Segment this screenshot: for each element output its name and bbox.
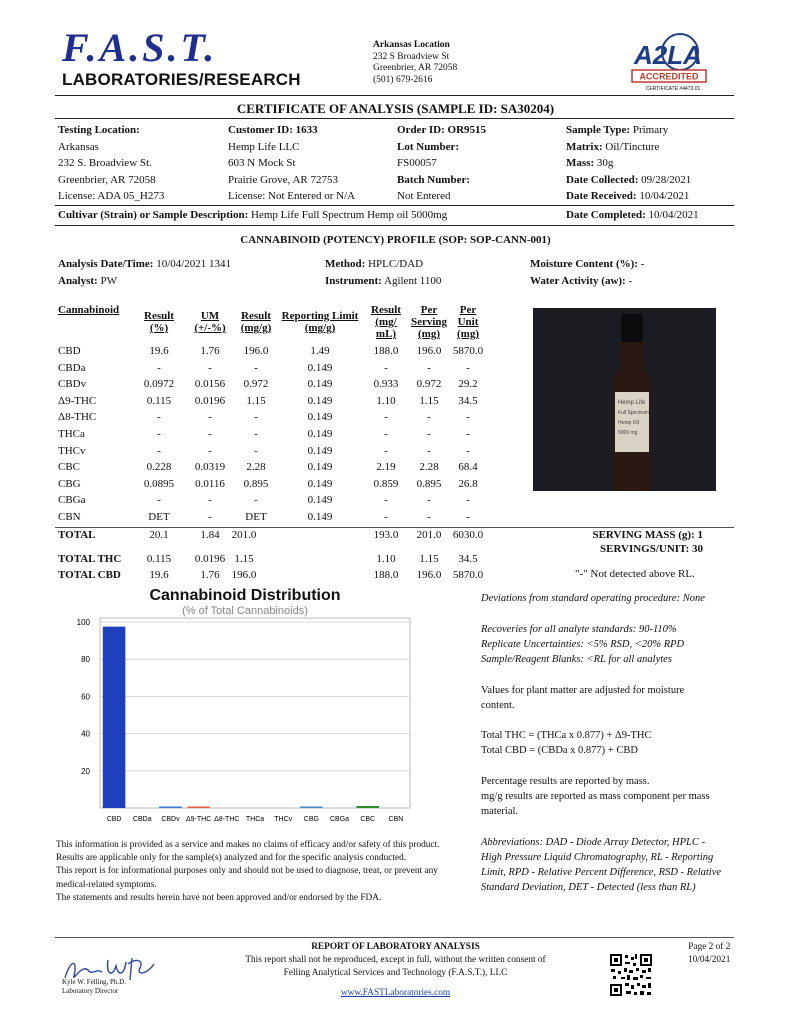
analysis-block: [58, 256, 231, 289]
table-cell: -: [157, 444, 161, 457]
customer-id: Customer ID: 1633: [228, 124, 318, 136]
table-cell: 0.0972: [143, 378, 175, 391]
date-received: 10/04/2021: [639, 190, 690, 203]
batch-number-label: Batch Number:: [397, 173, 471, 186]
table-cell: 68.4: [458, 461, 478, 474]
location-phone: (501) 679-2616: [373, 74, 433, 85]
header-per-unit-line3: (mg): [457, 328, 479, 340]
total-cell: 1.84: [200, 529, 220, 541]
table-cell: 196.0: [416, 345, 442, 357]
header-result-pct-line1: Result: [144, 310, 174, 322]
table-cell: 1.10: [376, 394, 396, 407]
table-cell: -: [254, 411, 258, 424]
profile-title: CANNABINOID (POTENCY) PROFILE (SOP: SOP-CANN-001): [240, 234, 551, 246]
table-cell: 2.28: [419, 461, 439, 474]
disclaimer-line2: Results are applicable only for the sample(s) analyzed and for the specific analysis conducted.: [56, 853, 407, 864]
moisture-note: [481, 683, 684, 713]
report-title: REPORT OF LABORATORY ANALYSIS: [311, 942, 480, 952]
location-city: Greenbrier, AR 72058: [373, 63, 458, 73]
total-thc-cell: 1.15: [419, 553, 439, 565]
table-cell: -: [466, 444, 470, 457]
testing-location-label: Testing Location:: [58, 124, 140, 136]
qr-code: [609, 953, 653, 997]
header-per-serving-line1: Per: [420, 304, 438, 316]
header-result-mgml-line2: (mg/: [375, 316, 397, 328]
location-street: 232 S Broadview St: [373, 51, 450, 62]
instrument-label: Instrument:: [325, 274, 382, 287]
table-cell: 0.933: [373, 378, 399, 391]
header-result-mgml-line1: Result: [371, 304, 401, 316]
table-cell: 0.149: [307, 361, 333, 374]
formula-notes: [481, 728, 651, 758]
table-cell: 1.49: [310, 345, 330, 357]
disclaimer-line3: This report is for informational purposes only and should not be used to diagnose, treat, or prevent any: [56, 866, 438, 877]
table-cell: -: [466, 494, 470, 507]
header-per-unit-line1: Per: [459, 304, 477, 316]
table-cell: 0.972: [416, 378, 442, 391]
percentage-note-line2: mg/g results are reported as mass component per mass: [481, 791, 710, 802]
method-block: [325, 256, 441, 289]
disclaimer-line4: medical-related symptoms.: [56, 879, 157, 890]
chart-x-tick-label: THCv: [274, 816, 293, 823]
disclaimer: [56, 839, 439, 905]
info-divider: [55, 205, 734, 206]
table-cell: 0.115: [146, 394, 172, 407]
table-cell: -: [384, 411, 388, 424]
table-cell: -: [254, 444, 258, 457]
analyst: PW: [100, 274, 117, 287]
moisture: -: [640, 258, 645, 270]
cannabinoid-name: CBC: [58, 461, 81, 474]
table-cell: 34.5: [458, 394, 478, 407]
page-number: Page 2 of 2: [688, 942, 731, 952]
header-per-unit: [448, 304, 488, 340]
table-cell: -: [254, 428, 258, 440]
chart-x-ticks: [107, 816, 404, 823]
analyst-label: Analyst:: [58, 274, 98, 287]
logo-subtitle: LABORATORIES/RESEARCH: [62, 70, 301, 89]
header-result-mgml-line3: mL): [375, 328, 397, 340]
header-rl-line2: (mg/g): [304, 322, 336, 334]
table-cell: 0.149: [307, 477, 333, 490]
table-cell: -: [208, 411, 212, 424]
table-cell: DET: [148, 511, 170, 523]
cannabinoid-distribution-chart: [70, 582, 430, 832]
chart-grid: [100, 618, 410, 808]
header-divider: [55, 95, 734, 96]
header-um-line1: UM: [200, 310, 220, 322]
table-cell: 0.0156: [194, 378, 226, 391]
table-cell: 19.6: [149, 345, 169, 357]
total-thc-cell: 0.0196: [194, 553, 226, 565]
total-cell: 6030.0: [452, 529, 484, 541]
signature-name: Kyle W. Felling, Ph.D.: [62, 978, 126, 986]
servings-per-unit: SERVINGS/UNIT: 30: [599, 543, 703, 555]
total-cell: 201.0: [231, 529, 257, 541]
total-thc-formula: Total THC = (THCa x 0.877) + Δ9-THC: [481, 730, 652, 741]
chart-subtitle: (% of Total Cannabinoids): [182, 605, 308, 617]
table-cell: 0.0116: [195, 477, 225, 490]
table-cell: 0.149: [307, 494, 333, 507]
chart-y-tick-label: 60: [81, 692, 90, 702]
cannabinoid-name: THCv: [58, 444, 86, 457]
chart-y-tick-label: 80: [81, 655, 90, 665]
total-thc-cell: 1.15: [234, 553, 254, 565]
not-detected-note: "-" Not detected above RL.: [575, 568, 695, 580]
abbreviations-line2: High Pressure Liquid Chromatography, RL - Reporting: [481, 852, 714, 863]
bottle-label-line3: Hemp Oil: [618, 420, 639, 426]
cannabinoid-name: CBGa: [58, 494, 86, 507]
page-title: CERTIFICATE OF ANALYSIS (SAMPLE ID: SA30204): [236, 101, 555, 116]
blanks-note: Sample/Reagent Blanks: <RL for all analytes: [481, 654, 672, 665]
table-cell: 2.28: [246, 461, 266, 474]
product-photo: [533, 308, 716, 491]
total-label: TOTAL: [58, 529, 96, 541]
abbreviations-line4: Standard Deviation, DET - Detected (less than RL): [481, 882, 696, 893]
customer-street: 603 N Mock St: [228, 157, 296, 170]
total-cbd-cell: 196.0: [416, 569, 442, 581]
method: HPLC/DAD: [368, 258, 424, 270]
chart-x-tick-label: THCa: [245, 816, 265, 823]
header-per-serving-line3: (mg): [418, 328, 440, 340]
table-cell: -: [157, 411, 161, 424]
total-cbd-formula: Total CBD = (CBDa x 0.877) + CBD: [481, 745, 638, 756]
chart-y-tick-label: 40: [81, 729, 90, 739]
table-cell: 1.76: [200, 345, 220, 357]
chart-x-tick-label: CBC: [360, 816, 376, 823]
location-title: Arkansas Location: [373, 40, 450, 50]
serving-mass: SERVING MASS (g): 1: [592, 529, 703, 541]
chart-bars: [103, 627, 379, 808]
table-cell: 1.15: [246, 394, 266, 407]
lot-number: FS00057: [397, 157, 437, 170]
moisture-label: Moisture Content (%):: [530, 258, 638, 270]
analysis-date-label: Analysis Date/Time:: [58, 258, 154, 270]
table-cell: 0.228: [146, 461, 172, 474]
date-collected: 09/28/2021: [641, 173, 692, 186]
testing-location-city: Greenbrier, AR 72058: [58, 173, 156, 186]
percentage-note: [481, 774, 710, 819]
customer-city: Prairie Grove, AR 72753: [228, 173, 338, 186]
header-rl: [276, 310, 364, 334]
header-result-pct-line2: (%): [149, 322, 169, 334]
cannabinoid-name: Δ8-THC: [58, 411, 97, 424]
total-cbd-cell: 1.76: [200, 569, 220, 581]
table-cell: 0.0895: [143, 477, 175, 490]
abbreviations-line1: Abbreviations: DAD - Diode Array Detector, HPLC -: [481, 837, 705, 848]
moisture-block: [530, 256, 644, 289]
accredited-text: ACCREDITED: [639, 71, 699, 82]
cannabinoid-name: THCa: [58, 428, 85, 440]
instrument: Agilent 1100: [384, 274, 442, 287]
chart-y-tick-label: 20: [81, 766, 90, 776]
cannabinoid-name: CBDv: [58, 378, 87, 391]
chart-bar: [103, 627, 126, 808]
chart-x-tick-label: CBGa: [330, 816, 350, 823]
table-cell: -: [208, 428, 212, 440]
cultivar-label: Cultivar (Strain) or Sample Description:: [58, 209, 249, 221]
matrix: Oil/Tincture: [605, 140, 660, 153]
header-result-mgml: [362, 304, 410, 340]
table-cell: DET: [245, 511, 267, 523]
order-block: [397, 122, 486, 205]
table-cell: -: [466, 411, 470, 424]
deviations-note: Deviations from standard operating procedure: None: [481, 593, 705, 604]
fast-logo-text: F.A.S.T.: [62, 30, 218, 64]
batch-number: Not Entered: [397, 190, 451, 203]
table-cell: 0.149: [307, 428, 333, 440]
bottle-image: [533, 308, 716, 491]
bottle-label-line2: Full Spectrum: [618, 410, 649, 416]
footer-divider: [55, 937, 734, 938]
sample-type-label: Sample Type:: [566, 124, 631, 136]
table-cell: 0.0196: [194, 394, 226, 407]
date-completed-row: [566, 207, 699, 224]
table-cell: -: [427, 428, 431, 440]
table-cell: 196.0: [243, 345, 269, 357]
table-cell: 0.149: [307, 394, 333, 407]
sample-type: Primary: [632, 124, 669, 136]
table-cell: -: [466, 361, 470, 374]
table-cell: -: [384, 361, 388, 374]
a2la-certificate: CERTIFICATE #4473.01: [645, 86, 701, 92]
total-cbd-cell: 188.0: [373, 569, 399, 581]
header-result-mgg-line2: (mg/g): [240, 322, 272, 334]
table-cell: 188.0: [373, 345, 399, 357]
date-completed: 10/04/2021: [648, 209, 699, 221]
customer-name: Hemp Life LLC: [228, 140, 300, 153]
chart-y-tick-label: 100: [76, 618, 90, 627]
percentage-note-line1: Percentage results are reported by mass.: [481, 776, 650, 787]
location-block: [373, 40, 457, 86]
mass-label: Mass:: [566, 157, 595, 170]
table-cell: -: [157, 494, 161, 507]
table-cell: 0.895: [243, 477, 269, 490]
method-label: Method:: [325, 258, 366, 270]
header-per-serving-line2: Serving: [410, 316, 448, 328]
header-um: [188, 310, 232, 334]
cannabinoid-name: Δ9-THC: [58, 394, 97, 407]
chart-title: Cannabinoid Distribution: [149, 587, 341, 604]
chart-bar: [356, 806, 379, 808]
header-um-line2: (+/-%): [194, 322, 226, 334]
table-cell: -: [254, 361, 258, 374]
chart-x-tick-label: CBDa: [132, 816, 152, 823]
total-cbd-label: TOTAL CBD: [58, 569, 121, 581]
cannabinoid-name: CBN: [58, 511, 81, 523]
table-cell: 0.0319: [194, 461, 226, 474]
disclaimer-line1: This information is provided as a service and makes no claims of efficacy and/or safety of this product.: [56, 840, 440, 850]
total-cbd-cell: 196.0: [231, 569, 257, 581]
total-cbd-cell: 5870.0: [452, 569, 484, 581]
table-cell: -: [254, 494, 258, 507]
cannabinoid-name: CBDa: [58, 361, 86, 374]
date-completed-label: Date Completed:: [566, 209, 646, 221]
water-activity-label: Water Activity (aw):: [530, 274, 626, 287]
table-cell: -: [208, 494, 212, 507]
header-result-pct: [136, 310, 182, 334]
website-row: [0, 987, 791, 1000]
chart-frame: [100, 618, 410, 808]
date-received-label: Date Received:: [566, 190, 637, 203]
recoveries-note: Recoveries for all analyte standards: 90-110%: [481, 624, 677, 635]
fast-logo: [60, 30, 260, 64]
chart-bar: [159, 807, 182, 809]
table-cell: -: [208, 511, 212, 523]
page-info: [688, 941, 730, 967]
report-block: [0, 941, 791, 980]
table-cell: 2.19: [376, 461, 396, 474]
order-id: Order ID: OR9515: [397, 124, 487, 136]
bottle-label-line1: Hemp Life: [618, 400, 646, 406]
table-cell: 26.8: [458, 477, 478, 490]
replicate-note: Replicate Uncertainties: <5% RSD, <20% RPD: [481, 639, 685, 650]
testing-location-block: [58, 122, 164, 205]
table-cell: -: [384, 428, 388, 440]
signature-title: Laboratory Director: [62, 986, 119, 995]
table-cell: 1.15: [419, 394, 439, 407]
moisture-note-line2: content.: [481, 700, 515, 711]
table-cell: -: [466, 428, 470, 440]
chart-bar: [300, 807, 323, 809]
a2la-accredited-logo: [630, 30, 708, 92]
chart-x-tick-label: Δ8-THC: [214, 816, 240, 823]
matrix-label: Matrix:: [566, 140, 603, 153]
disclaimer-line5: The statements and results herein have not been approved and/or endorsed by the FDA.: [56, 892, 382, 903]
table-cell: -: [427, 411, 431, 424]
table-cell: 0.149: [307, 511, 333, 523]
mass: 30g: [596, 157, 614, 170]
header-result-mgg-line1: Result: [241, 310, 271, 322]
chart-y-ticks: [77, 618, 91, 776]
customer-block: [228, 122, 355, 205]
header-rl-line1: Reporting Limit: [281, 310, 359, 322]
analysis-date: 10/04/2021 1341: [156, 258, 232, 270]
table-cell: 5870.0: [452, 345, 484, 357]
table-cell: -: [157, 361, 161, 374]
cultivar: Hemp Life Full Spectrum Hemp oil 5000mg: [251, 209, 448, 221]
table-cell: -: [384, 494, 388, 507]
date-collected-label: Date Collected:: [566, 173, 639, 186]
table-cell: -: [384, 511, 388, 523]
total-thc-cell: 1.10: [376, 553, 396, 565]
percentage-note-line3: material.: [481, 806, 519, 817]
total-thc-cell: 34.5: [458, 553, 478, 565]
table-cell: -: [427, 444, 431, 457]
table-cell: 0.972: [243, 378, 269, 391]
serving-block: [592, 528, 703, 556]
header-cannabinoid: Cannabinoid: [58, 304, 120, 316]
table-cell: -: [384, 444, 388, 457]
website-link[interactable]: www.FASTLaboratories.com: [340, 988, 451, 998]
report-text-1: This report shall not be reproduced, except in full, without the written consent of: [245, 955, 546, 965]
abbreviations-note: [481, 835, 721, 895]
total-cell: 201.0: [416, 529, 442, 541]
table-cell: -: [427, 511, 431, 523]
table-cell: 29.2: [458, 378, 478, 391]
total-cbd-cell: 19.6: [149, 569, 169, 581]
cultivar-divider: [55, 225, 734, 226]
cultivar-row: [58, 207, 447, 224]
table-cell: 0.859: [373, 477, 399, 490]
testing-location-name: Arkansas: [58, 140, 99, 153]
report-text-2: Felling Analytical Services and Technology (F.A.S.T.), LLC: [283, 968, 508, 978]
table-cell: -: [208, 361, 212, 374]
chart-bar: [187, 807, 210, 809]
testing-location-license: License: ADA 05_H273: [58, 190, 165, 203]
a2la-text: A2LA: [634, 40, 702, 70]
chart-x-tick-label: CBG: [303, 816, 319, 823]
total-thc-cell: 0.115: [146, 553, 172, 565]
cannabinoid-name: CBD: [58, 345, 81, 357]
total-cell: 20.1: [149, 529, 169, 541]
cannabinoid-name: CBG: [58, 477, 81, 490]
header-result-mgg: [234, 310, 278, 334]
customer-license: License: Not Entered or N/A: [228, 190, 356, 203]
title-divider: [55, 118, 734, 119]
table-cell: -: [157, 428, 161, 440]
testing-location-street: 232 S. Broadview St.: [58, 157, 152, 170]
bottle-label-line4: 5000 mg: [618, 430, 638, 436]
total-thc-label: TOTAL THC: [58, 553, 122, 565]
table-cell: 0.149: [307, 378, 333, 391]
header-per-unit-line2: Unit: [457, 316, 479, 328]
table-cell: 0.149: [307, 444, 333, 457]
chart-x-tick-label: CBD: [106, 816, 122, 823]
table-cell: 0.149: [307, 411, 333, 424]
table-cell: -: [427, 494, 431, 507]
table-cell: 0.895: [416, 477, 442, 490]
chart-x-tick-label: Δ9-THC: [185, 816, 212, 823]
footer-date: 10/04/2021: [688, 955, 731, 965]
abbreviations-line3: Limit, RPD - Relative Percent Difference, RSD - Relative: [481, 867, 722, 878]
chart-x-tick-label: CBDv: [161, 816, 180, 823]
moisture-note-line1: Values for plant matter are adjusted for moisture: [481, 685, 685, 696]
table-cell: -: [427, 361, 431, 374]
table-cell: -: [208, 444, 212, 457]
table-cell: 0.149: [307, 461, 333, 474]
total-cell: 193.0: [373, 529, 399, 541]
header-per-serving: [406, 304, 452, 340]
qc-notes: [481, 622, 684, 667]
sample-block: [566, 122, 691, 205]
chart-x-tick-label: CBN: [388, 816, 404, 823]
water-activity: -: [628, 274, 633, 287]
lot-number-label: Lot Number:: [397, 140, 460, 153]
table-cell: -: [466, 511, 470, 523]
